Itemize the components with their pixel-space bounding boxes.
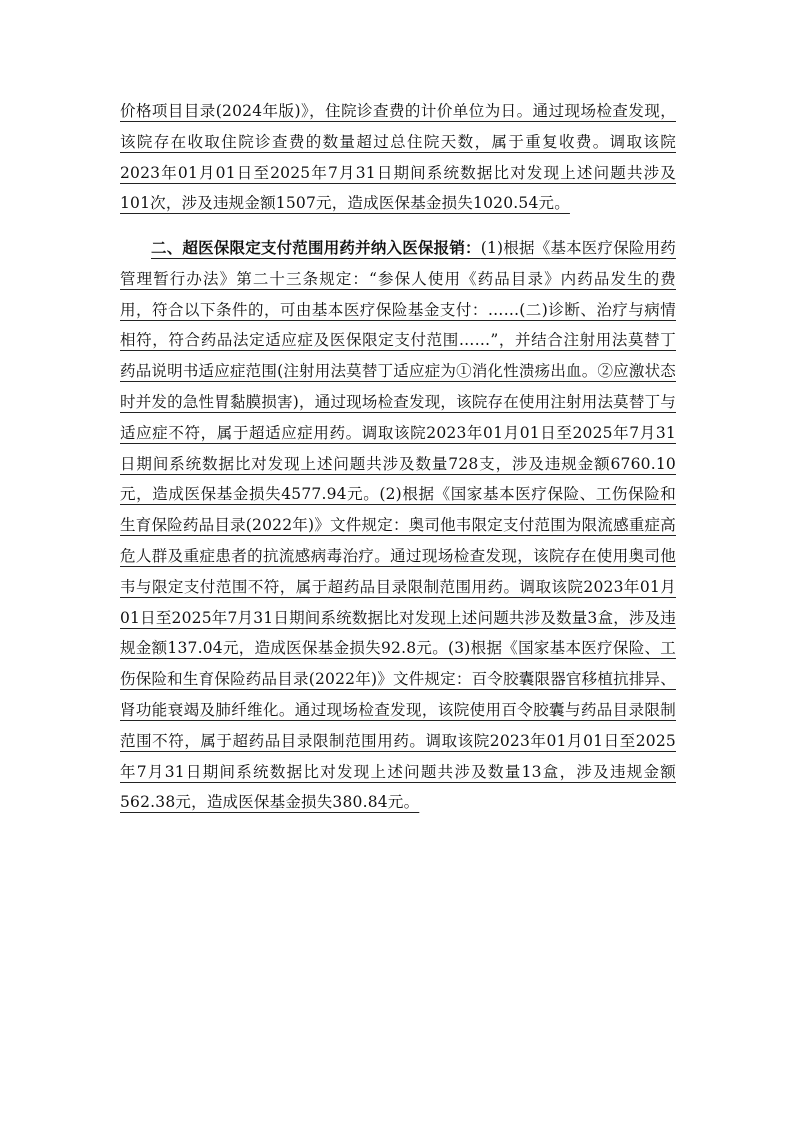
- paragraph-2-block: [120, 233, 676, 818]
- paragraph-2-body: (1)根据《基本医疗保险用药管理暂行办法》第二十三条规定：“参保人使用《药品目录》内药品发生的费用，符合以下条件的，可由基本医疗保险基金支付：……(二)诊断、治疗与病情相符，符合药品法定适应症及医保限定支付范围……”，并结合注射用法莫替丁药品说明书适应症范围(注射用法莫替丁适应症为①消化性溃疡出血。②应激状态时并发的急性胃黏膜损害)，通过现场检查发现，该院存在使用注射用法莫替丁与适应症不符，属于超适应症用药。调取该院2023年01月01日至2025年7月31日期间系统数据比对发现上述问题共涉及数量728支，涉及违规金额6760.10元，造成医保基金损失4577.94元。(2)根据《国家基本医疗保险、工伤保险和生育保险药品目录(2022年)》文件规定：奥司他韦限定支付范围为限流感重症高危人群及重症患者的抗流感病毒治疗。通过现场检查发现，该院存在使用奥司他韦与限定支付范围不符，属于超药品目录限制范围用药。调取该院2023年01月01日至2025年7月31日期间系统数据比对发现上述问题共涉及数量3盒，涉及违规金额137.04元，造成医保基金损失92.8元。(3)根据《国家基本医疗保险、工伤保险和生育保险药品目录(2022年)》文件规定：百令胶囊限器官移植抗排异、肾功能衰竭及肺纤维化。通过现场检查发现，该院使用百令胶囊与药品目录限制范围不符，属于超药品目录限制范围用药。调取该院2023年01月01日至2025年7月31日期间系统数据比对发现上述问题共涉及数量13盒，涉及违规金额562.38元，造成医保基金损失380.84元。: [120, 239, 677, 812]
- section-heading: 二、超医保限定支付范围用药并纳入医保报销：: [151, 238, 481, 257]
- paragraph-2: [120, 233, 676, 818]
- paragraph-1: 价格项目目录(2024年版)》，住院诊查费的计价单位为日。通过现场检查发现，该院存在收取住院诊查费的数量超过总住院天数，属于重复收费。调取该院2023年01月01日至2025年7月31日期间系统数据比对发现上述问题共涉及101次，涉及违规金额1507元，造成医保基金损失1020.54元。: [120, 102, 676, 213]
- paragraph-1-block: [120, 96, 676, 219]
